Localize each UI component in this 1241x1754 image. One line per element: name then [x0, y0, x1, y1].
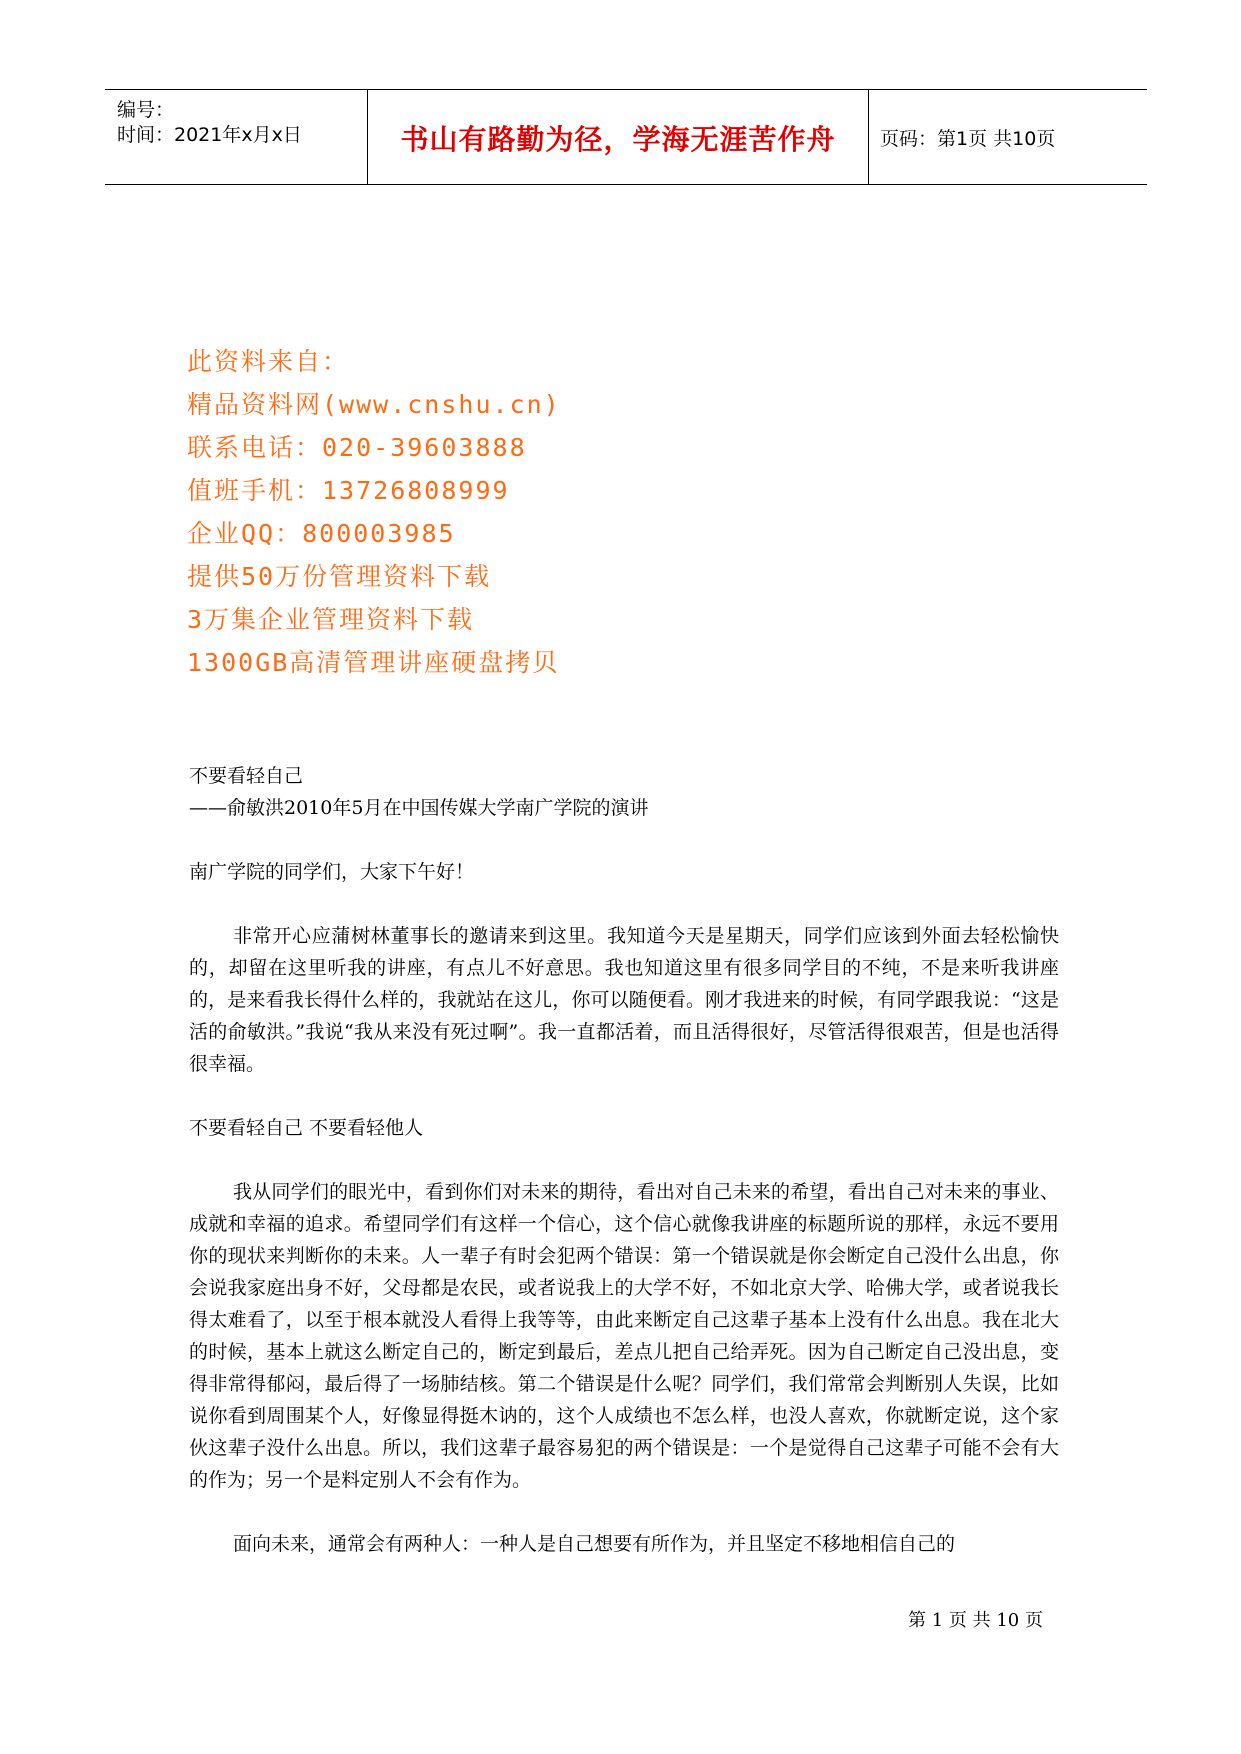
article-title: 不要看轻自己: [189, 765, 304, 787]
header-motto-cell: [367, 90, 869, 184]
section-heading: 不要看轻自己 不要看轻他人: [189, 1117, 424, 1139]
page-footer: 第 1 页 共 10 页: [908, 1610, 1043, 1631]
number-label: 编号：: [117, 99, 175, 121]
time-label: 时间：2021年x月x日: [117, 124, 302, 146]
article-body: [189, 760, 1059, 1560]
document-header: [105, 89, 1147, 185]
ad-line: 3万集企业管理资料下载: [187, 605, 475, 634]
ad-block: [187, 340, 561, 684]
ad-line: 联系电话：020-39603888: [187, 433, 527, 462]
ad-line: 值班手机：13726808999: [187, 476, 510, 505]
motto-text: 书山有路勤为径，学海无涯苦作舟: [400, 123, 836, 156]
paragraph: 面向未来，通常会有两种人：一种人是自己想要有所作为，并且坚定不移地相信自己的: [233, 1533, 956, 1555]
ad-line: 精品资料网(www.cnshu.cn): [187, 390, 561, 419]
header-meta-cell: [105, 90, 367, 184]
paragraph: 我从同学们的眼光中，看到你们对未来的期待，看出对自己未来的希望，看出自己对未来的事业、成就和幸福的追求。希望同学们有这样一个信心，这个信心就像我讲座的标题所说的那样，永远不要用你的现状来判断你的未来。人一辈子有时会犯两个错误：第一个错误就是你会断定自己没什么出息，你会说我家庭出身不好，父母都是农民，或者说我上的大学不好，不如北京大学、哈佛大学，或者说我长得太难看了，以至于根本就没人看得上我等等，由此来断定自己这辈子基本上没有什么出息。我在北大的时候，基本上就这么断定自己的，断定到最后，差点儿把自己给弄死。因为自己断定自己没出息，变得非常得郁闷，最后得了一场肺结核。第二个错误是什么呢？同学们，我们常常会判断别人失误，比如说你看到周围某个人，好像显得挺木讷的，这个人成绩也不怎么样，也没人喜欢，你就断定说，这个家伙这辈子没什么出息。所以，我们这辈子最容易犯的两个错误是：一个是觉得自己这辈子可能不会有大的作为；另一个是料定别人不会有作为。: [189, 1181, 1059, 1491]
ad-line: 提供50万份管理资料下载: [187, 562, 492, 591]
header-page-cell: [868, 90, 1147, 184]
paragraph: 非常开心应蒲树林董事长的邀请来到这里。我知道今天是星期天，同学们应该到外面去轻松愉快的，却留在这里听我的讲座，有点儿不好意思。我也知道这里有很多同学目的不纯，不是来听我讲座的，是来看我长得什么样的，我就站在这儿，你可以随便看。刚才我进来的时候，有同学跟我说：“这是活的俞敏洪。”我说“我从来没有死过啊”。我一直都活着，而且活得很好，尽管活得很艰苦，但是也活得很幸福。: [189, 925, 1059, 1075]
ad-line: 1300GB高清管理讲座硬盘拷贝: [187, 648, 560, 677]
ad-line: 企业QQ：800003985: [187, 519, 456, 548]
article-subtitle: ——俞敏洪2010年5月在中国传媒大学南广学院的演讲: [189, 797, 649, 819]
greeting: 南广学院的同学们，大家下午好！: [189, 861, 475, 883]
ad-line: 此资料来自：: [187, 347, 350, 376]
page-number-label: 页码：第1页 共10页: [880, 128, 1056, 150]
